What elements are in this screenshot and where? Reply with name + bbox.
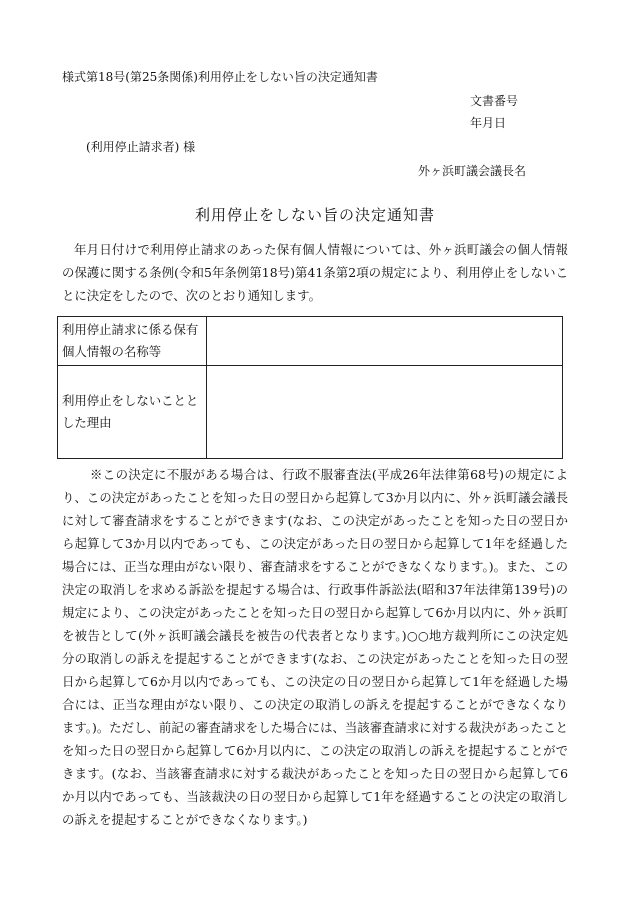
info-name-value (207, 317, 563, 366)
sender-name: 外ヶ浜町議会議長名 (418, 164, 527, 178)
document-title: 利用停止をしない旨の決定通知書 (194, 206, 435, 224)
table-row (58, 366, 563, 459)
recipient-line: (利用停止請求者) 様 (86, 140, 196, 154)
form-number-heading: 様式第18号(第25条関係)利用停止をしない旨の決定通知書 (62, 70, 378, 84)
document-number-label: 文書番号 (470, 94, 519, 108)
reason-value (207, 366, 563, 459)
body-paragraph: 年月日付けで利用停止請求のあった保有個人情報については、外ヶ浜町議会の個人情報の保護に関する条例(令和5年条例第18号)第41条第2項の規定により、利用停止をしないことに決定をしたので、次のとおり通知します。 (62, 242, 568, 303)
reason-label: 利用停止をしないこととした理由 (58, 366, 207, 459)
document-date-label: 年月日 (470, 116, 507, 130)
decision-info-table (57, 316, 563, 459)
info-name-label: 利用停止請求に係る保有個人情報の名称等 (58, 317, 207, 366)
table-row (58, 317, 563, 366)
appeal-notice-paragraph: ※この決定に不服がある場合は、行政不服審査法(平成26年法律第68号)の規定により、この決定があったことを知った日の翌日から起算して3か月以内に、外ヶ浜町議会議長に対して審査請求をすることができます(なお、この決定があったことを知った日の翌日から起算して3か月以内であっても、この決定があった日の翌日から起算して1年を経過した場合には、正当な理由がない限り、審査請求をすることができなくなります。)。また、この決定の取消しを求める訴訟を提起する場合は、行政事件訴訟法(昭和37年法律第139号)の規定により、この決定があったことを知った日の翌日から起算して6か月以内に、外ヶ浜町を被告として(外ヶ浜町議会議長を被告の代表者となります。)○○地方裁判所にこの決定処分の取消しの訴えを提起することができます(なお、この決定があったことを知った日の翌日から起算して6か月以内であっても、この決定の日の翌日から起算して1年を経過した場合には、正当な理由がない限り、この決定の取消しの訴えを提起することができなくなります。)。ただし、前記の審査請求をした場合には、当該審査請求に対する裁決があったことを知った日の翌日から起算して6か月以内に、この決定の取消しの訴えを提起することができます。(なお、当該審査請求に対する裁決があったことを知った日の翌日から起算して6か月以内であっても、当該裁決の日の翌日から起算して1年を経過することの決定の取消しの訴えを提起することができなくなります。) (62, 467, 568, 827)
